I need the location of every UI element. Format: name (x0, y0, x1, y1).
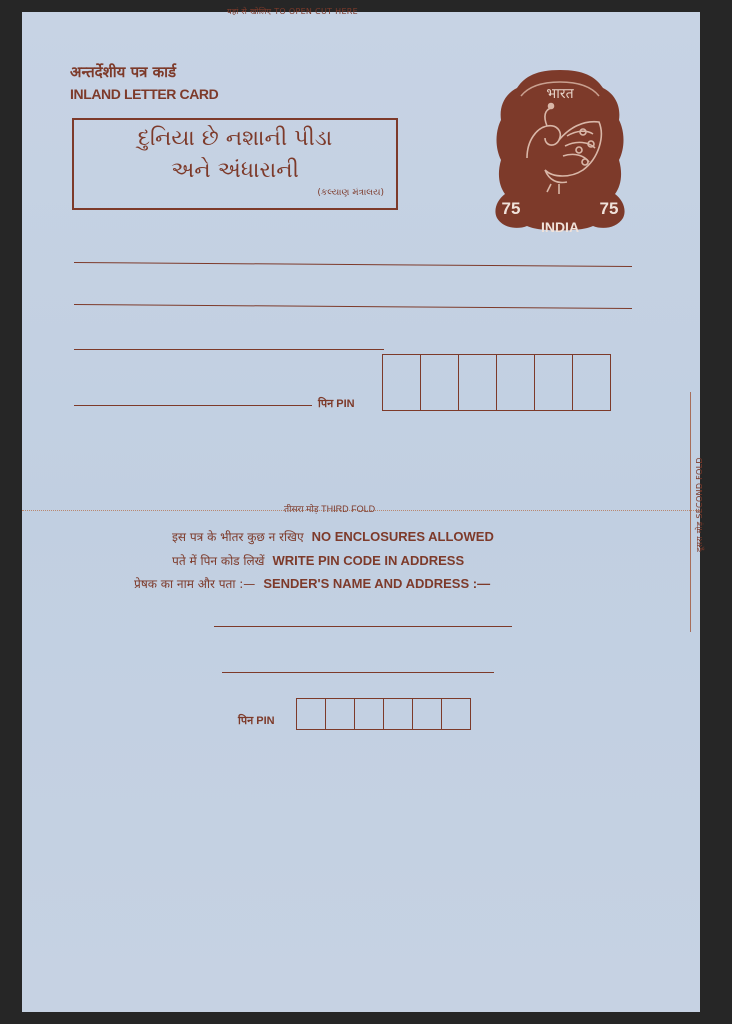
address-line-1 (74, 262, 632, 267)
slogan-line-2: અને અંધારાની (171, 158, 299, 183)
second-fold-label: दूसरा मोड़ SECOND FOLD (695, 457, 704, 552)
slogan-line-1: દુનિયા છે નશાની પીડા (137, 126, 333, 151)
instruction-hindi: इस पत्र के भीतर कुछ न रखिए (172, 530, 304, 544)
pin-box (572, 355, 610, 410)
third-fold-label: तीसरा मोड़ THIRD FOLD (284, 504, 376, 514)
stamp-value-left: 75 (501, 199, 521, 218)
instruction-no-enclosures (172, 528, 494, 545)
sender-pin-label: पिन PIN (238, 715, 275, 727)
pin-box (458, 355, 496, 410)
slogan-credit: (કલ્યાણ મંત્રાલય) (317, 188, 384, 198)
address-line-4 (74, 405, 312, 406)
pin-box (325, 699, 354, 729)
card-title-english: INLAND LETTER CARD (70, 86, 219, 102)
sender-line-1 (214, 626, 512, 627)
address-pin-boxes (382, 354, 611, 411)
pin-box (420, 355, 458, 410)
instruction-sender (134, 575, 490, 592)
stamp-country: INDIA (540, 219, 580, 235)
instruction-english: SENDER'S NAME AND ADDRESS :— (263, 576, 491, 591)
address-line-2 (74, 304, 632, 309)
open-cut-note: यहां से खोलिए TO OPEN CUT HERE (227, 7, 359, 16)
stamp-value-right: 75 (599, 199, 619, 218)
instruction-hindi: पते में पिन कोड लिखें (172, 554, 265, 568)
pin-box (412, 699, 441, 729)
pin-box (354, 699, 383, 729)
instruction-write-pin (172, 552, 464, 569)
address-pin-label: पिन PIN (318, 398, 355, 410)
card-title-hindi: अन्तर्देशीय पत्र कार्ड (70, 63, 177, 81)
sender-pin-boxes (296, 698, 471, 730)
pin-box (383, 699, 412, 729)
sender-line-2 (222, 672, 494, 673)
pin-box (534, 355, 572, 410)
instruction-english: NO ENCLOSURES ALLOWED (311, 529, 494, 544)
pin-box (441, 699, 470, 729)
stamp-script: भारत (546, 86, 574, 102)
postage-stamp (487, 66, 633, 236)
pin-box (383, 355, 420, 410)
slogan-box (72, 118, 398, 210)
second-fold (690, 392, 704, 632)
instruction-english: WRITE PIN CODE IN ADDRESS (272, 553, 465, 568)
address-line-3 (74, 349, 384, 350)
instruction-hindi: प्रेषक का नाम और पता :— (134, 577, 256, 591)
inland-letter-card (22, 7, 704, 1012)
pin-box (297, 699, 325, 729)
second-fold-line (690, 392, 691, 632)
pin-box (496, 355, 534, 410)
